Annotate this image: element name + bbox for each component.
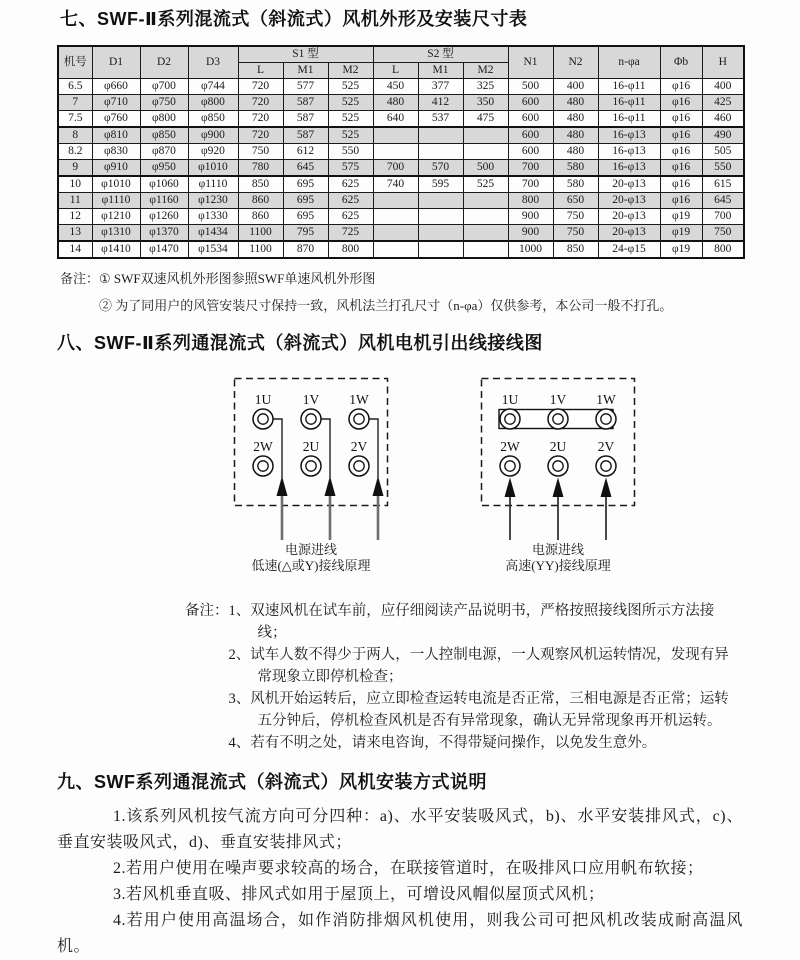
col-header-nfa: n-φa: [598, 46, 660, 79]
table-cell: 850: [553, 241, 598, 258]
table-cell: 750: [238, 144, 283, 160]
table-cell: [373, 209, 418, 225]
table-cell: 700: [373, 160, 418, 177]
table-row: [58, 225, 744, 242]
table-cell: [418, 144, 463, 160]
table-cell: 725: [328, 225, 373, 242]
table-cell: [463, 209, 508, 225]
table-cell: 400: [553, 79, 598, 95]
table-cell: φ16: [660, 79, 702, 95]
table-cell: φ950: [140, 160, 188, 177]
terminal-label-1v: 1V: [302, 392, 320, 407]
col-header-s2-l: L: [373, 63, 418, 79]
table-row: [58, 111, 744, 128]
wiring-note: 4、若有不明之处，请来电咨询，不得带疑问操作，以免发生意外。: [228, 735, 657, 751]
table-cell: 900: [508, 225, 553, 242]
table-cell: φ810: [92, 127, 140, 144]
diagram-caption-low: [251, 542, 370, 574]
table-cell: 500: [508, 79, 553, 95]
table-cell: 505: [702, 144, 744, 160]
section9-title: 九、SWF系列通混流式（斜流式）风机安装方式说明: [57, 772, 487, 792]
table-cell: 350: [463, 95, 508, 111]
table-cell: 20-φ13: [598, 209, 660, 225]
low-speed-wiring-icon: [233, 377, 389, 541]
table-cell: φ920: [188, 144, 238, 160]
table-cell: 16-φ13: [598, 144, 660, 160]
table-cell: φ850: [188, 111, 238, 128]
table-cell: 720: [238, 111, 283, 128]
col-header-s2-m1: M1: [418, 63, 463, 79]
table-cell: 740: [373, 176, 418, 193]
table-cell: 600: [508, 95, 553, 111]
table-cell: φ800: [140, 111, 188, 128]
table-cell: φ744: [188, 79, 238, 95]
table-row: [58, 127, 744, 144]
table-cell: 750: [553, 225, 598, 242]
table-cell: φ16: [660, 111, 702, 128]
table-cell: 700: [508, 176, 553, 193]
table-cell: 13: [58, 225, 92, 242]
table-cell: 595: [418, 176, 463, 193]
table-cell: 625: [328, 209, 373, 225]
table-cell: 460: [702, 111, 744, 128]
wiring-diagrams: [233, 377, 743, 574]
table-cell: 795: [283, 225, 328, 242]
table-cell: φ1370: [140, 225, 188, 242]
table-cell: 695: [283, 193, 328, 209]
table-notes-list: [99, 265, 743, 319]
table-cell: φ660: [92, 79, 140, 95]
table-note: ① SWF双速风机外形图参照SWF单速风机外形图: [99, 271, 376, 286]
terminal-label-1w: 1W: [349, 392, 369, 407]
terminal-label-1w: 1W: [596, 392, 616, 407]
table-row: [58, 160, 744, 177]
table-cell: [463, 225, 508, 242]
table-cell: φ1470: [140, 241, 188, 258]
table-cell: 525: [328, 79, 373, 95]
installation-paragraph: 2.若用户使用在噪声要求较高的场合，在联接管道时，在吸排风口应用帆布软接；: [113, 860, 704, 877]
table-cell: 600: [508, 127, 553, 144]
col-header-s1-l: L: [238, 63, 283, 79]
table-cell: 490: [702, 127, 744, 144]
caption-line: 低速(△或Y)接线原理: [251, 558, 371, 573]
table-cell: φ16: [660, 144, 702, 160]
col-header-d3: D3: [188, 46, 238, 79]
terminal-label-2u: 2U: [302, 439, 320, 454]
table-cell: φ1010: [188, 160, 238, 177]
installation-paragraph: 4.若用户使用高温场合，如作消防排烟风机使用，则我公司可把风机改装成耐高温风机。: [57, 912, 743, 955]
table-cell: 587: [283, 95, 328, 111]
table-cell: 20-φ13: [598, 193, 660, 209]
table-row: [58, 79, 744, 95]
diagram-low-speed: [233, 377, 389, 574]
col-header-d1: D1: [92, 46, 140, 79]
table-cell: φ700: [140, 79, 188, 95]
table-cell: 650: [553, 193, 598, 209]
table-cell: 600: [508, 144, 553, 160]
notes-label: 备注：: [185, 603, 229, 619]
col-header-d2: D2: [140, 46, 188, 79]
table-cell: [463, 241, 508, 258]
table-row: [58, 95, 744, 111]
table-cell: φ750: [140, 95, 188, 111]
table-cell: 16-φ11: [598, 95, 660, 111]
wiring-notes: [185, 600, 743, 754]
table-cell: 480: [553, 111, 598, 128]
table-cell: 525: [463, 176, 508, 193]
table-cell: φ1260: [140, 209, 188, 225]
table-cell: [373, 225, 418, 242]
diagram-caption-high: [505, 542, 610, 574]
table-cell: 16-φ13: [598, 127, 660, 144]
table-cell: [418, 241, 463, 258]
table-cell: 550: [702, 160, 744, 177]
table-cell: 500: [463, 160, 508, 177]
table-cell: 612: [283, 144, 328, 160]
table-cell: 16-φ11: [598, 111, 660, 128]
table-cell: φ850: [140, 127, 188, 144]
table-cell: 480: [553, 127, 598, 144]
table-cell: φ830: [92, 144, 140, 160]
table-cell: 750: [553, 209, 598, 225]
table-cell: 16-φ13: [598, 160, 660, 177]
table-cell: φ1434: [188, 225, 238, 242]
table-cell: φ1330: [188, 209, 238, 225]
table-cell: 450: [373, 79, 418, 95]
installation-text: [57, 804, 743, 960]
table-cell: [463, 193, 508, 209]
table-cell: 580: [553, 160, 598, 177]
table-cell: φ1534: [188, 241, 238, 258]
table-row: [58, 144, 744, 160]
table-cell: [373, 193, 418, 209]
table-cell: 480: [553, 95, 598, 111]
table-cell: 645: [283, 160, 328, 177]
table-cell: 11: [58, 193, 92, 209]
table-cell: 325: [463, 79, 508, 95]
table-cell: φ1410: [92, 241, 140, 258]
table-cell: 525: [328, 111, 373, 128]
table-cell: 720: [238, 127, 283, 144]
table-cell: φ760: [92, 111, 140, 128]
table-cell: [418, 193, 463, 209]
table-cell: 480: [373, 95, 418, 111]
table-cell: φ19: [660, 209, 702, 225]
table-cell: 800: [328, 241, 373, 258]
wiring-note: 1、双速风机在试车前，应仔细阅读产品说明书，严格按照接线图所示方法接线；: [228, 603, 715, 641]
table-cell: φ1160: [140, 193, 188, 209]
table-cell: 10: [58, 176, 92, 193]
table-body: [58, 79, 744, 259]
col-header-s2-m2: M2: [463, 63, 508, 79]
table-cell: 587: [283, 127, 328, 144]
section7-title: 七、SWF-Ⅱ系列混流式（斜流式）风机外形及安装尺寸表: [60, 9, 528, 29]
caption-line: 电源进线: [284, 542, 337, 557]
table-cell: 700: [508, 160, 553, 177]
installation-paragraph: 1.该系列风机按气流方向可分四种：a)、水平安装吸风式，b)、水平安装排风式，c)、垂直安装吸风式，d)、垂直安装排风式；: [57, 808, 743, 851]
table-cell: 475: [463, 111, 508, 128]
table-cell: φ19: [660, 225, 702, 242]
wiring-notes-list: [229, 600, 744, 754]
table-cell: 570: [418, 160, 463, 177]
table-cell: φ19: [660, 241, 702, 258]
table-cell: φ1310: [92, 225, 140, 242]
terminal-label-2w: 2W: [500, 439, 520, 454]
caption-line: 电源进线: [531, 542, 584, 557]
table-cell: 7: [58, 95, 92, 111]
table-cell: 1100: [238, 225, 283, 242]
wiring-note: 3、风机开始运转后，应立即检查运转电流是否正常，三相电源是否正常；运转五分钟后，停机检查风机是否有异常现象，确认无异常现象再开机运转。: [228, 691, 729, 729]
terminal-label-2v: 2V: [597, 439, 615, 454]
table-cell: 860: [238, 193, 283, 209]
table-cell: φ910: [92, 160, 140, 177]
table-note: ② 为了同用户的风管安装尺寸保持一致，风机法兰打孔尺寸（n-φa）仅供参考，本公司一般不打孔。: [99, 298, 673, 313]
table-cell: 480: [553, 144, 598, 160]
table-cell: φ870: [140, 144, 188, 160]
table-cell: 6.5: [58, 79, 92, 95]
table-cell: φ1010: [92, 176, 140, 193]
table-row: [58, 176, 744, 193]
caption-line: 高速(YY)接线原理: [505, 558, 611, 573]
table-cell: φ16: [660, 160, 702, 177]
table-cell: 575: [328, 160, 373, 177]
table-cell: 580: [553, 176, 598, 193]
table-cell: 24-φ15: [598, 241, 660, 258]
table-cell: 625: [328, 193, 373, 209]
dimension-table: [57, 45, 745, 259]
table-cell: 400: [702, 79, 744, 95]
col-header-n1: N1: [508, 46, 553, 79]
table-cell: 850: [238, 176, 283, 193]
table-cell: 537: [418, 111, 463, 128]
table-cell: 12: [58, 209, 92, 225]
table-cell: 577: [283, 79, 328, 95]
table-cell: 20-φ13: [598, 176, 660, 193]
table-cell: 720: [238, 95, 283, 111]
table-cell: 780: [238, 160, 283, 177]
table-cell: 525: [328, 95, 373, 111]
table-cell: 640: [373, 111, 418, 128]
table-cell: φ16: [660, 193, 702, 209]
table-cell: [463, 144, 508, 160]
table-cell: 860: [238, 209, 283, 225]
table-cell: 377: [418, 79, 463, 95]
terminal-label-2v: 2V: [350, 439, 368, 454]
table-cell: 1000: [508, 241, 553, 258]
col-header-h: H: [702, 46, 744, 79]
section8-title: 八、SWF-Ⅱ系列通混流式（斜流式）风机电机引出线接线图: [57, 333, 543, 353]
table-cell: 8: [58, 127, 92, 144]
table-cell: 16-φ11: [598, 79, 660, 95]
diagram-high-speed: [480, 377, 636, 574]
table-cell: φ1210: [92, 209, 140, 225]
table-cell: 9: [58, 160, 92, 177]
table-cell: 720: [238, 79, 283, 95]
table-header: [58, 46, 744, 79]
table-cell: φ16: [660, 95, 702, 111]
table-row: [58, 193, 744, 209]
col-header-jihao: 机号: [58, 46, 92, 79]
terminal-label-1u: 1U: [254, 392, 272, 407]
table-cell: 800: [702, 241, 744, 258]
wiring-note: 2、试车人数不得少于两人，一人控制电源，一人观察风机运转情况，发现有异常现象立即停机检查；: [228, 647, 729, 685]
terminal-label-1v: 1V: [549, 392, 567, 407]
terminal-label-2u: 2U: [549, 439, 567, 454]
table-cell: 412: [418, 95, 463, 111]
high-speed-wiring-icon: [480, 377, 636, 541]
table-cell: φ16: [660, 176, 702, 193]
table-cell: φ800: [188, 95, 238, 111]
table-cell: [418, 225, 463, 242]
table-cell: 600: [508, 111, 553, 128]
col-header-s1: S1 型: [238, 46, 373, 63]
table-cell: 1100: [238, 241, 283, 258]
terminal-label-1u: 1U: [501, 392, 519, 407]
table-cell: φ1230: [188, 193, 238, 209]
table-cell: φ1110: [92, 193, 140, 209]
terminal-label-2w: 2W: [253, 439, 273, 454]
table-cell: [418, 127, 463, 144]
table-cell: 625: [328, 176, 373, 193]
installation-paragraph: 3.若风机垂直吸、排风式如用于屋顶上，可增设风帽似屋顶式风机；: [113, 886, 605, 903]
table-cell: 900: [508, 209, 553, 225]
table-cell: [463, 127, 508, 144]
table-cell: 425: [702, 95, 744, 111]
table-cell: 615: [702, 176, 744, 193]
table-cell: 14: [58, 241, 92, 258]
table-cell: 20-φ13: [598, 225, 660, 242]
table-cell: φ1060: [140, 176, 188, 193]
table-cell: 550: [328, 144, 373, 160]
table-cell: 525: [328, 127, 373, 144]
table-cell: 645: [702, 193, 744, 209]
table-cell: 870: [283, 241, 328, 258]
table-notes: [60, 265, 743, 319]
table-cell: 695: [283, 176, 328, 193]
table-cell: φ710: [92, 95, 140, 111]
table-cell: 700: [702, 209, 744, 225]
table-row: [58, 241, 744, 258]
col-header-fb: Φb: [660, 46, 702, 79]
table-cell: 750: [702, 225, 744, 242]
table-row: [58, 209, 744, 225]
table-cell: 7.5: [58, 111, 92, 128]
table-cell: φ1110: [188, 176, 238, 193]
col-header-s1-m1: M1: [283, 63, 328, 79]
table-cell: φ900: [188, 127, 238, 144]
col-header-s2: S2 型: [373, 46, 508, 63]
table-cell: 587: [283, 111, 328, 128]
table-cell: [373, 241, 418, 258]
table-cell: [418, 209, 463, 225]
table-cell: 800: [508, 193, 553, 209]
notes-label: 备注：: [60, 271, 100, 286]
table-cell: [373, 144, 418, 160]
table-cell: φ16: [660, 127, 702, 144]
col-header-n2: N2: [553, 46, 598, 79]
table-cell: 695: [283, 209, 328, 225]
table-cell: 8.2: [58, 144, 92, 160]
table-cell: [373, 127, 418, 144]
col-header-s1-m2: M2: [328, 63, 373, 79]
